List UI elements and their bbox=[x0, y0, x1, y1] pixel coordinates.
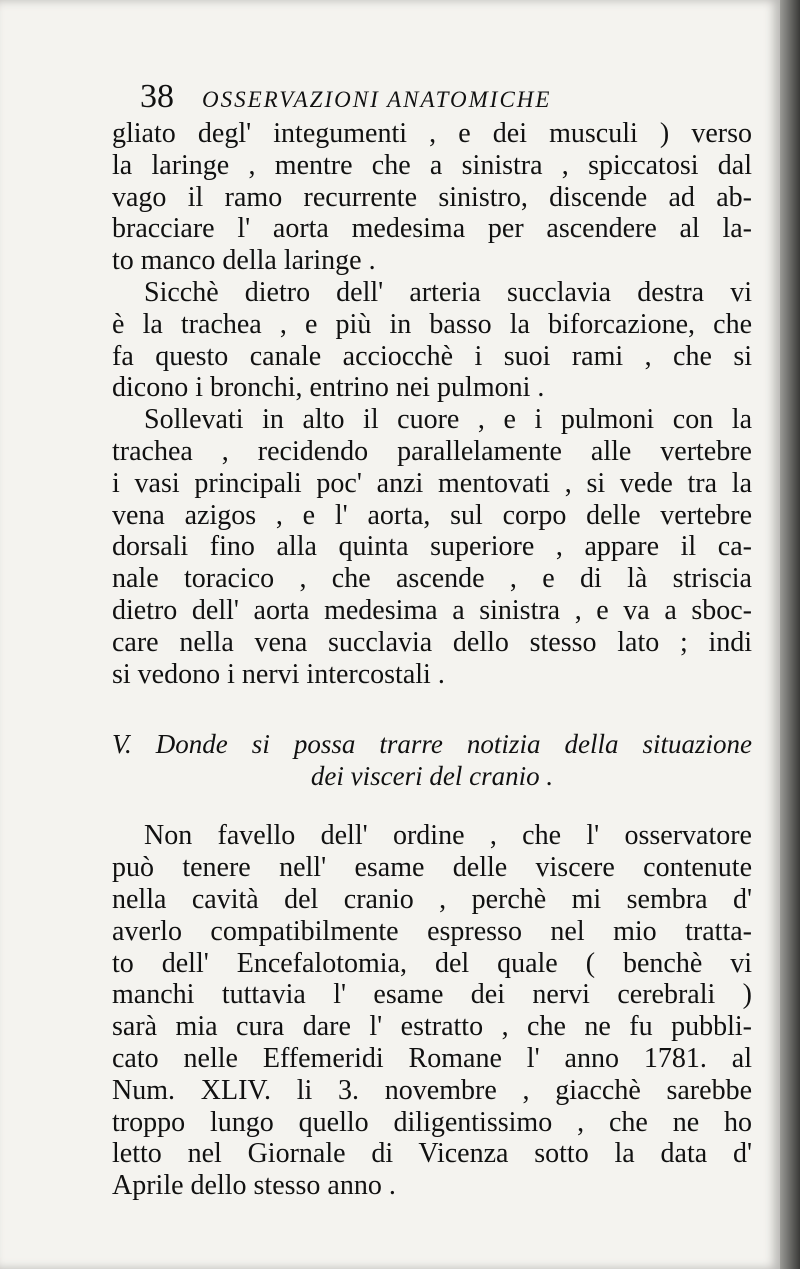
section-heading-line: dei visceri del cranio . bbox=[310, 761, 554, 792]
text-line: dietro dell' aorta medesima a sinistra , e va a sboc- bbox=[112, 594, 752, 626]
text-line: care nella vena succlavia dello stesso lato ; indi bbox=[112, 626, 752, 658]
text-line: Sollevati in alto il cuore , e i pulmoni con la bbox=[144, 404, 752, 436]
paragraph-2 bbox=[112, 277, 752, 404]
paragraph-3 bbox=[112, 404, 752, 690]
text-line: i vasi principali poc' anzi mentovati , si vede tra la bbox=[112, 467, 752, 499]
page-body bbox=[112, 118, 752, 1202]
text-line: si vedono i nervi intercostali . bbox=[112, 658, 445, 690]
text-line: manchi tuttavia l' esame dei nervi cerebrali ) bbox=[112, 979, 752, 1011]
text-line: può tenere nell' esame delle viscere contenute bbox=[112, 852, 752, 884]
text-line: troppo lungo quello diligentissimo , che ne ho bbox=[112, 1106, 752, 1138]
section-heading-line: V. Donde si possa trarre notizia della situazione bbox=[112, 729, 752, 760]
text-line: sarà mia cura dare l' estratto , che ne fu pubbli- bbox=[112, 1011, 752, 1043]
page-number: 38 bbox=[140, 78, 174, 115]
paragraph-4 bbox=[112, 820, 752, 1202]
text-line: Sicchè dietro dell' arteria succlavia destra vi bbox=[144, 276, 752, 308]
text-line: trachea , recidendo parallelamente alle vertebre bbox=[112, 435, 752, 467]
text-line: Non favello dell' ordine , che l' osservatore bbox=[144, 820, 752, 852]
text-line: averlo compatibilmente espresso nel mio tratta- bbox=[112, 915, 752, 947]
text-line: la laringe , mentre che a sinistra , spiccatosi dal bbox=[112, 149, 752, 181]
running-head: OSSERVAZIONI ANATOMICHE bbox=[202, 87, 552, 112]
page-header bbox=[140, 78, 680, 118]
text-line: dicono i bronchi, entrino nei pulmoni . bbox=[112, 372, 545, 404]
text-line: to dell' Encefalotomia, del quale ( benchè vi bbox=[112, 947, 752, 979]
text-line: nale toracico , che ascende , e di là striscia bbox=[112, 563, 752, 595]
text-line: bracciare l' aorta medesima per ascendere al la- bbox=[112, 213, 752, 245]
text-line: to manco della laringe . bbox=[112, 245, 376, 277]
page-edge bbox=[780, 0, 800, 1269]
text-line: fa questo canale acciocchè i suoi rami , che si bbox=[112, 340, 752, 372]
text-line: letto nel Giornale di Vicenza sotto la data d' bbox=[112, 1138, 752, 1170]
text-line: gliato degl' integumenti , e dei musculi ) verso bbox=[112, 118, 752, 149]
text-line: dorsali fino alla quinta superiore , appare il ca- bbox=[112, 531, 752, 563]
section-heading bbox=[112, 728, 752, 792]
text-line: nella cavità del cranio , perchè mi sembra d' bbox=[112, 883, 752, 915]
text-line: è la trachea , e più in basso la biforcazione, che bbox=[112, 308, 752, 340]
text-line: vago il ramo recurrente sinistro, discende ad ab- bbox=[112, 181, 752, 213]
text-line: cato nelle Effemeridi Romane l' anno 1781. al bbox=[112, 1042, 752, 1074]
text-line: Aprile dello stesso anno . bbox=[112, 1170, 396, 1202]
paragraph-1 bbox=[112, 118, 752, 277]
text-line: vena azigos , e l' aorta, sul corpo delle vertebre bbox=[112, 499, 752, 531]
text-line: Num. XLIV. li 3. novembre , giacchè sarebbe bbox=[112, 1074, 752, 1106]
